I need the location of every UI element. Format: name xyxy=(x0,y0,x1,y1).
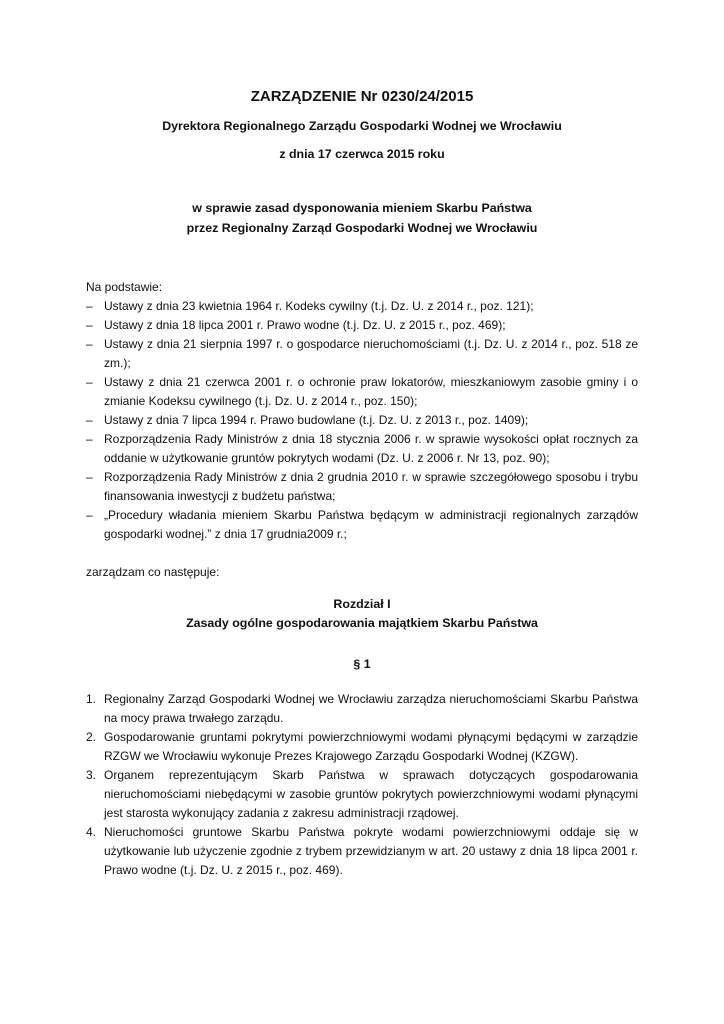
list-item xyxy=(86,430,638,468)
basis-item-text: Rozporządzenia Rady Ministrów z dnia 18 stycznia 2006 r. w sprawie wysokości opłat rocznych za oddanie w użytkowanie gruntów pokrytych wodami (Dz. U. z 2006 r. Nr 13, poz. 90); xyxy=(104,432,638,465)
date-line: z dnia 17 czerwca 2015 roku xyxy=(279,147,445,161)
basis-item-text: Ustawy z dnia 18 lipca 2001 r. Prawo wodne (t.j. Dz. U. z 2015 r., poz. 469); xyxy=(104,318,506,332)
list-item xyxy=(86,766,638,823)
item-text: Organem reprezentującym Skarb Państwa w sprawach dotyczących gospodarowania nieruchomościami niebędącymi w zasobie gruntów pokrytych powierzchniowymi wodami płynącymi jest starosta wykonujący zadania z zakresu administracji rządowej. xyxy=(104,768,638,820)
chapter-title: Zasady ogólne gospodarowania majątkiem Skarbu Państwa xyxy=(186,616,538,630)
basis-item-text: Ustawy z dnia 7 lipca 1994 r. Prawo budowlane (t.j. Dz. U. z 2013 r., poz. 1409); xyxy=(104,413,529,427)
dash-bullet: – xyxy=(86,337,93,351)
item-text: Nieruchomości gruntowe Skarbu Państwa pokryte wodami powierzchniowymi oddaje się w użytkowanie lub użyczenie zgodnie z trybem przewidzianym w art. 20 ustawy z dnia 18 lipca 2001 r. Prawo wodne (t.j. Dz. U. z 2015 r., poz. 469). xyxy=(104,825,638,877)
section-items-list xyxy=(86,690,638,880)
item-number: 2. xyxy=(86,730,97,744)
section-label: § 1 xyxy=(353,657,371,671)
item-text: Gospodarowanie gruntami pokrytymi powierzchniowymi wodami płynącymi będącymi w zarządzie RZGW we Wrocławiu wykonuje Prezes Krajowego Zarządu Gospodarki Wodnej (KZGW). xyxy=(104,730,638,763)
dash-bullet: – xyxy=(86,299,93,313)
basis-item-text: Rozporządzenia Rady Ministrów z dnia 2 grudnia 2010 r. w sprawie szczegółowego sposobu i trybu finansowania inwestycji z budżetu państwa; xyxy=(104,470,638,503)
legal-basis-list xyxy=(86,297,638,544)
list-item xyxy=(86,411,638,430)
list-item xyxy=(86,823,638,880)
chapter-label: Rozdział I xyxy=(333,597,391,611)
list-item xyxy=(86,316,638,335)
subject-line-1: w sprawie zasad dysponowania mieniem Skarbu Państwa xyxy=(192,201,532,215)
basis-item-text: Ustawy z dnia 23 kwietnia 1964 r. Kodeks cywilny (t.j. Dz. U. z 2014 r., poz. 121); xyxy=(104,299,534,313)
dash-bullet: – xyxy=(86,375,93,389)
basis-item-text: „Procedury władania mieniem Skarbu Państwa będącym w administracji regionalnych zarządów gospodarki wodnej.” z dnia 17 grudnia2009 r.; xyxy=(104,508,638,541)
list-item xyxy=(86,297,638,316)
dash-bullet: – xyxy=(86,470,93,484)
issuer-line: Dyrektora Regionalnego Zarządu Gospodarki Wodnej we Wrocławiu xyxy=(162,119,562,133)
document-title: ZARZĄDZENIE Nr 0230/24/2015 xyxy=(250,88,474,105)
dash-bullet: – xyxy=(86,413,93,427)
basis-item-text: Ustawy z dnia 21 sierpnia 1997 r. o gospodarce nieruchomościami (t.j. Dz. U. z 2014 r., poz. 518 ze zm.); xyxy=(104,337,638,370)
list-item xyxy=(86,728,638,766)
list-item xyxy=(86,690,638,728)
item-number: 3. xyxy=(86,768,97,782)
list-item xyxy=(86,335,638,373)
list-item xyxy=(86,468,638,506)
basis-intro: Na podstawie: xyxy=(86,280,163,294)
subject-line-2: przez Regionalny Zarząd Gospodarki Wodnej we Wrocławiu xyxy=(186,221,538,235)
item-text: Regionalny Zarząd Gospodarki Wodnej we Wrocławiu zarządza nieruchomościami Skarbu Państwa na mocy prawa trwałego zarządu. xyxy=(104,692,638,725)
closing-phrase: zarządzam co następuje: xyxy=(86,565,220,579)
list-item xyxy=(86,506,638,544)
item-number: 1. xyxy=(86,692,97,706)
item-number: 4. xyxy=(86,825,97,839)
basis-item-text: Ustawy z dnia 21 czerwca 2001 r. o ochronie praw lokatorów, mieszkaniowym zasobie gminy i o zmianie Kodeksu cywilnego (t.j. Dz. U. z 2014 r., poz. 150); xyxy=(104,375,638,408)
dash-bullet: – xyxy=(86,318,93,332)
dash-bullet: – xyxy=(86,508,93,522)
dash-bullet: – xyxy=(86,432,93,446)
list-item xyxy=(86,373,638,411)
